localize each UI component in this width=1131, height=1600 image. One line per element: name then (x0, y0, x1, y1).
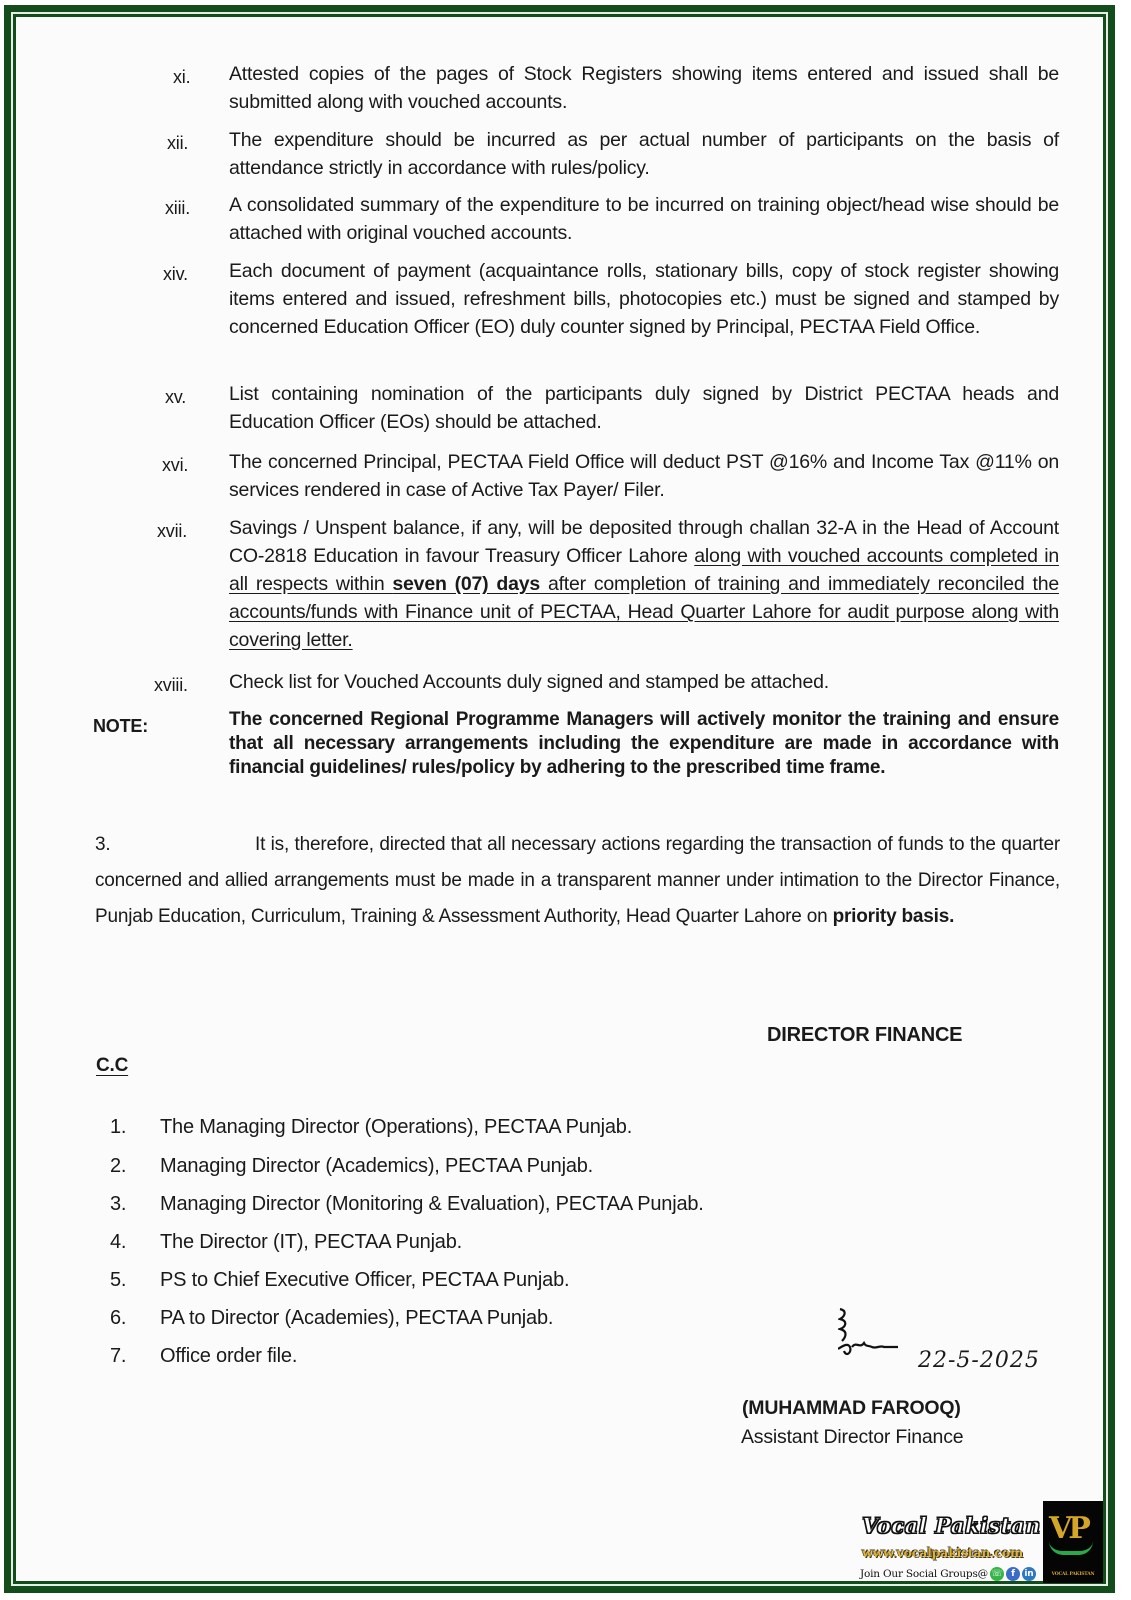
item-number: xvii. (157, 521, 187, 541)
director-finance-title: DIRECTOR FINANCE (767, 1024, 963, 1046)
brand-join-text (860, 1560, 1036, 1588)
underlined-bold-deadline: seven (07) days (392, 573, 541, 595)
cc-item-number: 3. (110, 1193, 127, 1215)
vocal-pakistan-watermark (848, 1508, 1108, 1586)
item-number: xii. (167, 133, 189, 153)
cc-item-number: 5. (110, 1269, 127, 1291)
cc-item-text: Managing Director (Academics), PECTAA Punjab. (160, 1155, 594, 1177)
paragraph-text: It is, therefore, directed that all necessary actions regarding the transaction of funds to the quarter concerned and allied arrangements must be made in a transparent manner under intimation to the Director Finance, Punjab Education, Curriculum, Training & Assessment Authority, Head Quarter Lahore on (95, 834, 1060, 927)
cc-item-number: 2. (110, 1155, 127, 1177)
cc-item-text: The Director (IT), PECTAA Punjab. (160, 1231, 463, 1253)
item-text: List containing nomination of the participants duly signed by District PECTAA heads and Education Officer (EOs) should be attached. (229, 383, 1059, 433)
cc-item-number: 7. (110, 1345, 127, 1367)
underlined-text: along with vouched accounts completed in all respects within (229, 545, 1059, 595)
item-text-plain: Savings / Unspent balance, if any, will be deposited through challan 32-A in the Head of Account CO-2818 Education in favour Treasury Officer Lahore (229, 517, 1059, 567)
logo-swoosh-icon (1049, 1541, 1093, 1555)
cc-item-number: 4. (110, 1231, 127, 1253)
brand-name: Vocal Pakistan (862, 1513, 1041, 1538)
facebook-icon[interactable]: f (1006, 1567, 1020, 1581)
item-number: xi. (173, 67, 191, 87)
cc-item-number: 6. (110, 1307, 127, 1329)
linkedin-icon[interactable]: in (1022, 1567, 1036, 1581)
item-text: Attested copies of the pages of Stock Registers showing items entered and issued shall be submitted along with vouched accounts. (229, 63, 1059, 113)
paragraph-3 (95, 827, 1060, 935)
item-number: xv. (165, 387, 187, 407)
underlined-text: after completion of training and immediately reconciled the accounts/funds with Finance unit of PECTAA, Head Quarter Lahore for audit purpose along with covering letter. (229, 573, 1059, 651)
item-text: The concerned Principal, PECTAA Field Office will deduct PST @16% and Income Tax @11% on services rendered in case of Active Tax Payer/ Filer. (229, 451, 1059, 501)
vocal-pakistan-logo (1043, 1501, 1103, 1583)
item-text: Each document of payment (acquaintance rolls, stationary bills, copy of stock register showing items entered and issued, refreshment bills, photocopies etc.) must be signed and stamped by concerned Education Officer (EO) duly counter signed by Principal, PECTAA Field Office. (229, 260, 1059, 338)
cc-label: C.C (96, 1055, 129, 1076)
cc-item-text: PS to Chief Executive Officer, PECTAA Punjab. (160, 1269, 570, 1291)
note-label: NOTE: (93, 716, 148, 736)
brand-url[interactable]: www.vocalpakistan.com (862, 1545, 1024, 1560)
item-text: Check list for Vouched Accounts duly signed and stamped be attached. (229, 671, 829, 693)
paragraph-number: 3. (95, 834, 111, 855)
cc-item-text: PA to Director (Academies), PECTAA Punjab. (160, 1307, 554, 1329)
logo-monogram: VP (1049, 1511, 1087, 1546)
item-number: xiv. (163, 264, 188, 284)
note-text: The concerned Regional Programme Managers will actively monitor the training and ensure that all necessary arrangements including the expenditure are made in accordance with financial guidelines/ rules/policy by adhering to the prescribed time frame. (229, 709, 1059, 778)
item-number: xvi. (162, 455, 189, 475)
logo-caption: VOCAL PAKISTAN (1051, 1572, 1095, 1577)
signer-title: Assistant Director Finance (741, 1426, 964, 1448)
item-text: The expenditure should be incurred as per actual number of participants on the basis of attendance strictly in accordance with rules/policy. (229, 129, 1059, 179)
cc-item-text: Managing Director (Monitoring & Evaluation), PECTAA Punjab. (160, 1193, 704, 1215)
item-text (229, 514, 1059, 654)
item-number: xiii. (165, 198, 190, 218)
signature-date: 22-5-2025 (918, 1348, 1040, 1373)
signer-name: (MUHAMMAD FAROOQ) (742, 1397, 961, 1419)
paragraph-bold-tail: priority basis. (832, 906, 955, 927)
join-label: Join Our Social Groups@ (860, 1568, 988, 1580)
cc-item-text: Office order file. (160, 1345, 298, 1367)
item-text: A consolidated summary of the expenditure to be incurred on training object/head wise should be attached with original vouched accounts. (229, 194, 1059, 244)
item-number: xviii. (154, 675, 188, 695)
cc-item-number: 1. (110, 1116, 127, 1138)
whatsapp-icon[interactable]: ☏ (991, 1569, 1003, 1579)
cc-item-text: The Managing Director (Operations), PECTAA Punjab. (160, 1116, 633, 1138)
